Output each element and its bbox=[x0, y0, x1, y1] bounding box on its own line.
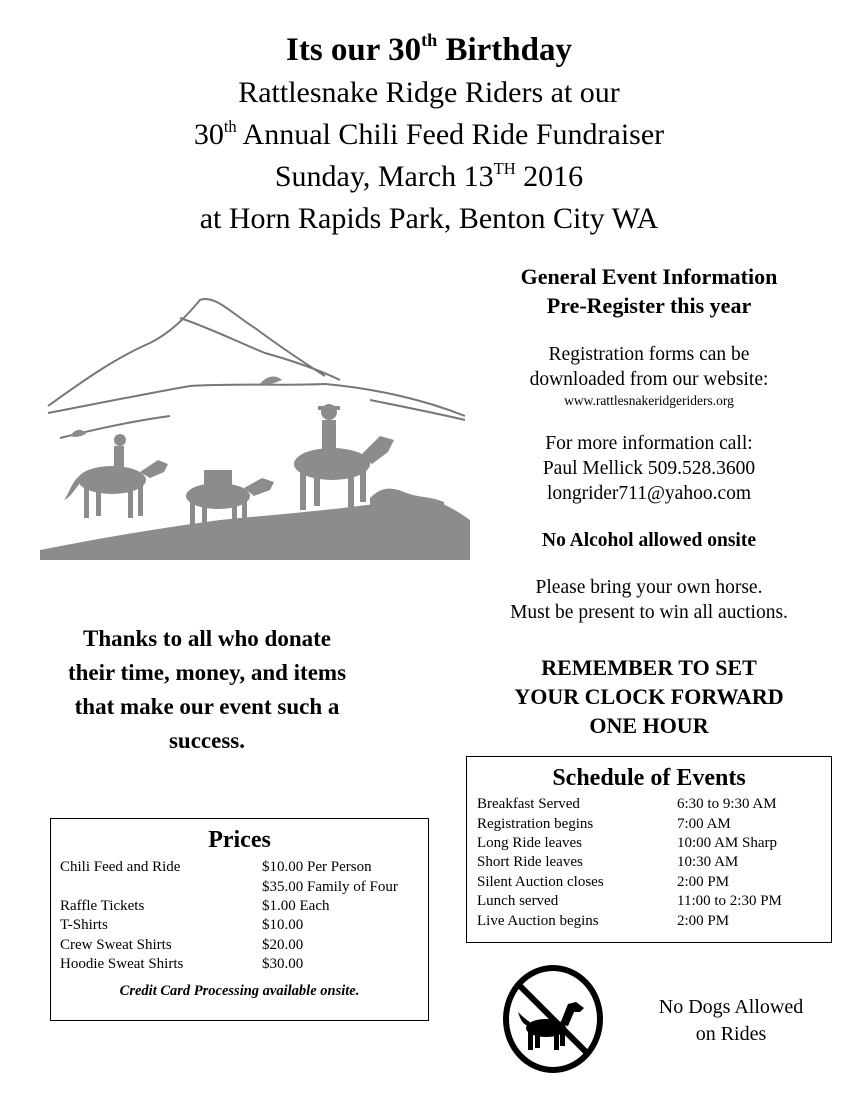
registration-text: Registration forms can be bbox=[548, 344, 750, 365]
thanks-line: success. bbox=[168, 728, 246, 753]
schedule-row bbox=[477, 815, 731, 834]
thanks-message bbox=[22, 622, 392, 758]
birthday-title: Its our 30th Birthday bbox=[286, 30, 572, 68]
contact-email[interactable]: longrider711@yahoo.com bbox=[546, 483, 752, 504]
price-item: Hoodie Sweat Shirts bbox=[60, 956, 184, 972]
preregister-heading: Pre-Register this year bbox=[546, 293, 752, 318]
schedule-row bbox=[477, 834, 778, 853]
schedule-event: Registration begins bbox=[477, 816, 594, 832]
no-dogs-notice bbox=[636, 994, 826, 1048]
schedule-title: Schedule of Events bbox=[552, 765, 746, 791]
price-item: Crew Sweat Shirts bbox=[60, 937, 172, 953]
price-item: T-Shirts bbox=[60, 917, 108, 933]
price-amount: $30.00 bbox=[262, 956, 304, 972]
schedule-row bbox=[477, 912, 730, 931]
schedule-event: Short Ride leaves bbox=[477, 854, 583, 870]
more-info-text: For more information call: bbox=[545, 433, 753, 454]
trail-riders-silhouette-icon bbox=[40, 288, 470, 560]
no-dogs-line2: on Rides bbox=[695, 1023, 767, 1045]
price-item: Chili Feed and Ride bbox=[60, 859, 181, 875]
schedule-time: 2:00 PM bbox=[677, 874, 730, 890]
general-info-heading: General Event Information bbox=[520, 264, 778, 289]
schedule-event: Breakfast Served bbox=[477, 796, 580, 812]
price-row bbox=[60, 936, 304, 955]
price-row bbox=[60, 955, 304, 974]
event-date-line: Sunday, March 13TH 2016 bbox=[274, 158, 584, 193]
price-amount: $10.00 Per Person bbox=[262, 859, 372, 875]
schedule-event: Silent Auction closes bbox=[477, 874, 604, 890]
schedule-event: Lunch served bbox=[477, 893, 559, 909]
price-amount: $20.00 bbox=[262, 937, 304, 953]
bring-horse-notice: Please bring your own horse. bbox=[535, 577, 763, 598]
schedule-time: 11:00 to 2:30 PM bbox=[677, 893, 782, 909]
clock-reminder-line2: YOUR CLOCK FORWARD bbox=[514, 684, 784, 709]
thanks-line: their time, money, and items bbox=[67, 660, 347, 685]
prices-box bbox=[50, 818, 429, 1021]
auction-notice: Must be present to win all auctions. bbox=[510, 602, 788, 623]
price-row bbox=[60, 858, 372, 877]
price-amount: $1.00 Each bbox=[262, 898, 330, 914]
schedule-time: 6:30 to 9:30 AM bbox=[677, 796, 777, 812]
no-dogs-icon bbox=[502, 964, 604, 1074]
website-link[interactable]: www.rattlesnakeridgeriders.org bbox=[564, 393, 734, 408]
schedule-time: 2:00 PM bbox=[677, 913, 730, 929]
contact-phone: Paul Mellick 509.528.3600 bbox=[542, 458, 756, 479]
thanks-line: that make our event such a bbox=[74, 694, 340, 719]
price-amount: $35.00 Family of Four bbox=[262, 879, 398, 895]
club-line: Rattlesnake Ridge Riders at our bbox=[238, 76, 620, 109]
price-item: Raffle Tickets bbox=[60, 898, 145, 914]
clock-reminder-line3: ONE HOUR bbox=[589, 713, 709, 738]
general-info-section bbox=[462, 262, 836, 740]
event-header bbox=[0, 28, 858, 240]
trail-riders-illustration bbox=[40, 288, 470, 560]
download-text: downloaded from our website: bbox=[529, 369, 769, 390]
credit-card-notice: Credit Card Processing available onsite. bbox=[119, 983, 360, 999]
schedule-box bbox=[466, 756, 832, 943]
prices-title: Prices bbox=[208, 827, 271, 853]
no-alcohol-notice: No Alcohol allowed onsite bbox=[542, 530, 756, 551]
clock-reminder-line1: REMEMBER TO SET bbox=[541, 655, 757, 680]
thanks-line: Thanks to all who donate bbox=[83, 626, 331, 651]
no-dogs-line1: No Dogs Allowed bbox=[658, 996, 804, 1018]
schedule-time: 10:00 AM Sharp bbox=[677, 835, 778, 851]
schedule-row bbox=[477, 795, 777, 814]
schedule-row bbox=[477, 853, 739, 872]
price-row bbox=[60, 897, 330, 916]
event-location-line: at Horn Rapids Park, Benton City WA bbox=[199, 202, 659, 235]
price-amount: $10.00 bbox=[262, 917, 304, 933]
schedule-time: 7:00 AM bbox=[677, 816, 731, 832]
schedule-row bbox=[477, 873, 730, 892]
schedule-row bbox=[477, 892, 782, 911]
price-row bbox=[60, 916, 304, 935]
schedule-event: Long Ride leaves bbox=[477, 835, 582, 851]
schedule-event: Live Auction begins bbox=[477, 913, 599, 929]
schedule-time: 10:30 AM bbox=[677, 854, 739, 870]
event-name-line: 30th Annual Chili Feed Ride Fundraiser bbox=[193, 116, 665, 151]
